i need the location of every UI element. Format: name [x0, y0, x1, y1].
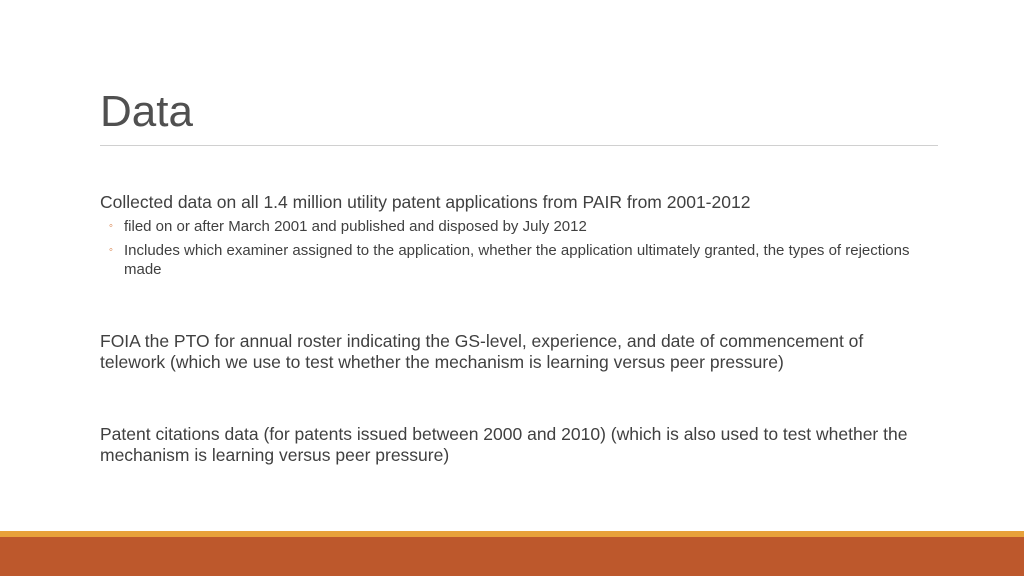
- slide-content: [100, 192, 930, 466]
- block-text: Collected data on all 1.4 million utility patent applications from PAIR from 2001-2012: [100, 192, 751, 212]
- circle-bullet-icon: ◦: [109, 244, 113, 256]
- content-block-foia: [100, 331, 930, 373]
- content-block-pair: [100, 192, 930, 279]
- sub-bullet-text: Includes which examiner assigned to the application, whether the application ultimately granted, the types of rejections made: [124, 242, 910, 278]
- sub-bullet-text: filed on or after March 2001 and published and disposed by July 2012: [124, 218, 587, 235]
- footer-bar: [0, 537, 1024, 576]
- sub-bullet-item: [100, 217, 930, 236]
- title-divider: [100, 145, 938, 146]
- circle-bullet-icon: ◦: [109, 220, 113, 232]
- block-text: FOIA the PTO for annual roster indicating the GS-level, experience, and date of commencement of telework (which we use to test whether the mechanism is learning versus peer pressure): [100, 331, 864, 372]
- sub-bullet-list: [100, 217, 930, 279]
- sub-bullet-item: [100, 241, 930, 279]
- block-text: Patent citations data (for patents issued between 2000 and 2010) (which is also used to test whether the mechanism is learning versus peer pressure): [100, 424, 908, 465]
- content-block-citations: [100, 424, 930, 466]
- slide-title: Data: [100, 87, 193, 136]
